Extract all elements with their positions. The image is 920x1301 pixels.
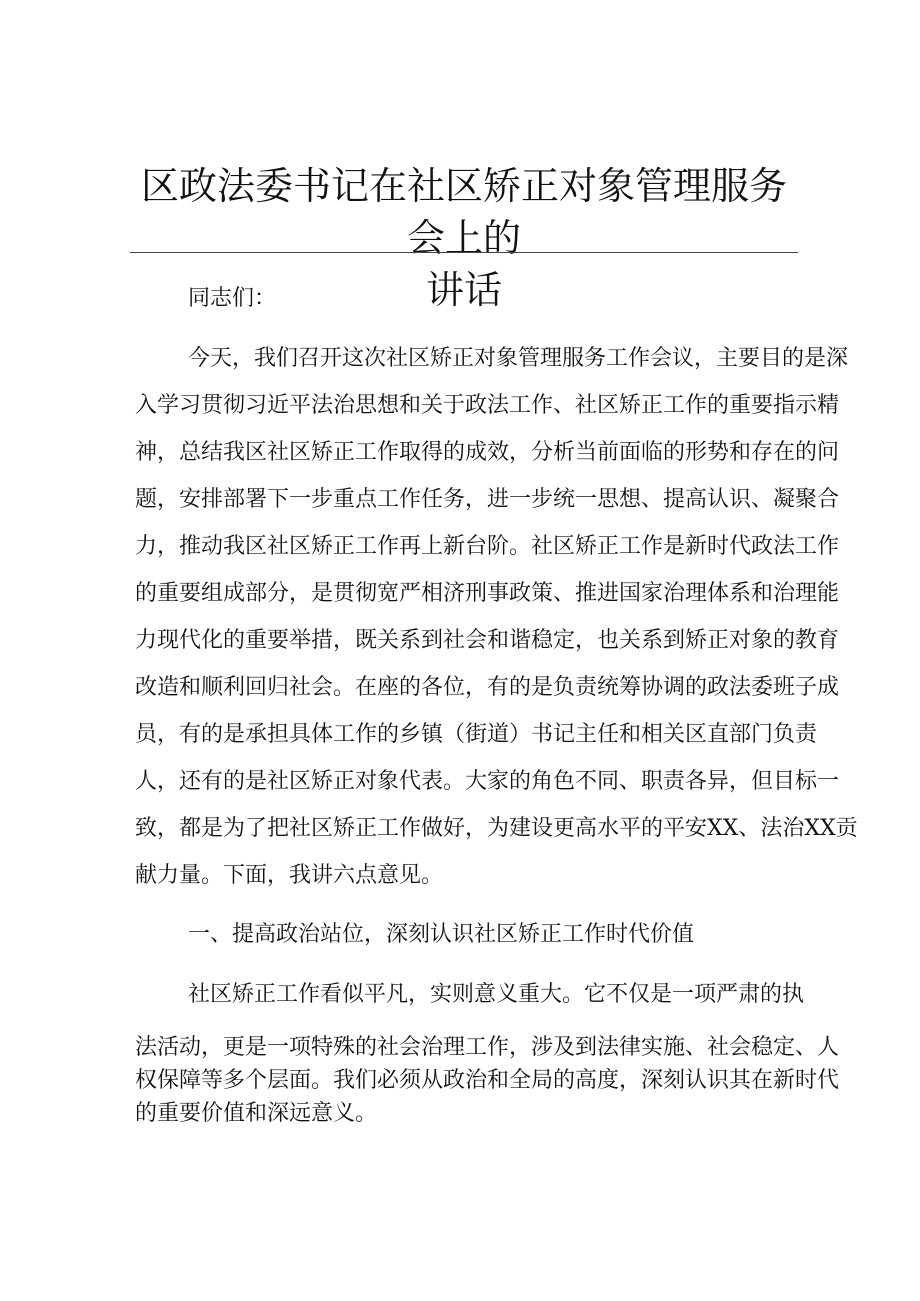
paragraph-line: 献力量。下面，我讲六点意见。 — [135, 863, 444, 888]
paragraph-line: 致，都是为了把社区矫正工作做好，为建设更高水平的平安XX、法治XX贡 — [135, 816, 858, 841]
paragraph-line: 题，安排部署下一步重点工作任务，进一步统一思想、提高认识、凝聚合 — [135, 487, 840, 512]
paragraph-line: 权保障等多个层面。我们必须从政治和全局的高度，深刻认识其在新时代 — [135, 1068, 840, 1093]
paragraph-line: 员，有的是承担具体工作的乡镇（街道）书记主任和相关区直部门负责 — [135, 722, 818, 747]
paragraph-line: 今天，我们召开这次社区矫正对象管理服务工作会议，主要目的是深 — [188, 346, 849, 371]
paragraph-line: 力现代化的重要举措，既关系到社会和谐稳定，也关系到矫正对象的教育 — [135, 628, 840, 653]
paragraph-line: 社区矫正工作看似平凡，实则意义重大。它不仅是一项严肃的执 — [188, 982, 805, 1007]
title-divider — [130, 252, 798, 253]
paragraph-line: 法活动，更是一项特殊的社会治理工作，涉及到法律实施、社会稳定、人 — [135, 1035, 840, 1060]
paragraph-line: 神，总结我区社区矫正工作取得的成效，分析当前面临的形势和存在的问 — [135, 440, 840, 465]
title-line-1: 区政法委书记在社区矫正对象管理服务会上的 — [140, 164, 787, 260]
salutation: 同志们： — [188, 286, 277, 311]
paragraph-line: 的重要价值和深远意义。 — [135, 1101, 378, 1126]
title-line-2: 讲话 — [425, 268, 502, 312]
section-heading: 一、提高政治站位，深刻认识社区矫正工作时代价值 — [188, 922, 695, 947]
paragraph-line: 改造和顺利回归社会。在座的各位，有的是负责统筹协调的政法委班子成 — [135, 675, 840, 700]
paragraph-line: 力，推动我区社区矫正工作再上新台阶。社区矫正工作是新时代政法工作 — [135, 534, 840, 559]
paragraph-line: 的重要组成部分，是贯彻宽严相济刑事政策、推进国家治理体系和治理能 — [135, 581, 840, 606]
paragraph-line: 人，还有的是社区矫正对象代表。大家的角色不同、职责各异，但目标一 — [135, 769, 840, 794]
paragraph-line: 入学习贯彻习近平法治思想和关于政法工作、社区矫正工作的重要指示精 — [135, 393, 840, 418]
